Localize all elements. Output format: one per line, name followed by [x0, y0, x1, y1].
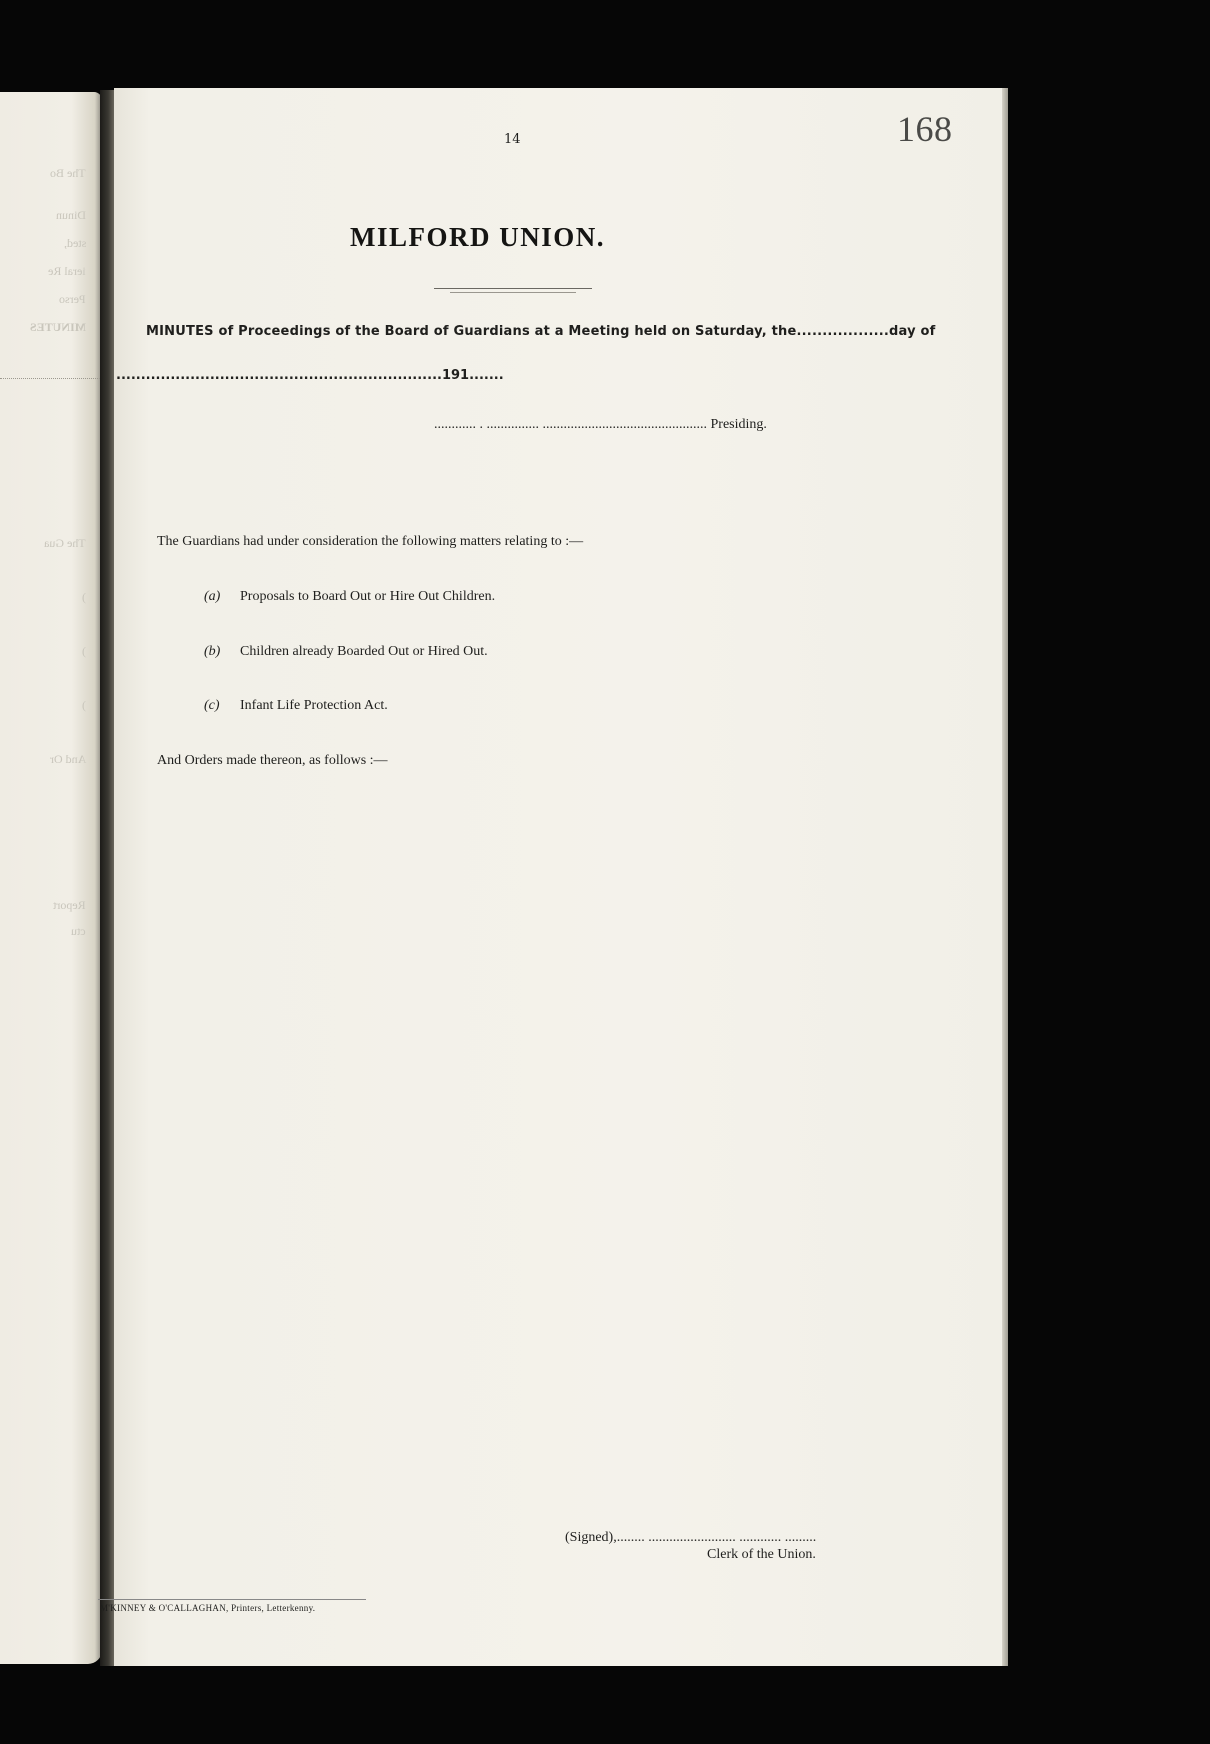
matter-item	[204, 589, 495, 605]
presiding-line: ............ . ............... ............................................... Presiding.	[434, 417, 767, 432]
left-page-fragment: And Or	[49, 752, 86, 766]
left-page-dotted-line	[0, 378, 102, 379]
item-text: Proposals to Board Out or Hire Out Children.	[240, 589, 496, 604]
left-page-fragment: Perso	[59, 292, 86, 306]
page-edge	[1002, 88, 1008, 1666]
left-page-fragment: MINUTES	[29, 320, 86, 334]
left-page-fragment: Report	[53, 898, 86, 912]
minutes-heading: MINUTES of Proceedings of the Board of Guardians at a Meeting held on Saturday, the..................day of	[146, 324, 936, 339]
left-page-fragment: )	[82, 698, 86, 712]
left-page-fragment: The Bo	[50, 166, 86, 180]
left-page-fragment: ctu	[71, 924, 86, 938]
matter-item	[204, 644, 488, 660]
date-blank-line: ..................................................................191.......	[116, 368, 504, 383]
orders-text: And Orders made thereon, as follows :—	[157, 753, 388, 768]
consideration-text: The Guardians had under consideration the following matters relating to :—	[157, 534, 584, 549]
left-page-fragment: )	[82, 644, 86, 658]
item-marker: (a)	[204, 589, 221, 604]
printer-rule	[98, 1599, 366, 1600]
left-page-fragment: ieral Re	[48, 264, 86, 278]
page-title: MILFORD UNION.	[350, 222, 605, 252]
item-text: Children already Boarded Out or Hired Out.	[240, 644, 488, 659]
title-rule	[450, 292, 576, 293]
signature-line: (Signed),........ ......................... ............ .........	[565, 1530, 817, 1545]
item-text: Infant Life Protection Act.	[240, 698, 388, 713]
left-page-fragment: The Gua	[44, 536, 86, 550]
left-page-fragment: )	[82, 590, 86, 604]
item-marker: (c)	[204, 698, 220, 713]
printer-imprint: M'KINNEY & O'CALLAGHAN, Printers, Letterkenny.	[100, 1603, 316, 1613]
item-marker: (b)	[204, 644, 221, 659]
page-number: 14	[504, 132, 521, 147]
left-page-fragment: sted,	[63, 236, 86, 250]
left-page-fragment: Dinun	[56, 208, 86, 222]
folio-number: 168	[897, 109, 953, 149]
matter-item	[204, 698, 388, 714]
clerk-title: Clerk of the Union.	[707, 1547, 816, 1562]
title-rule	[434, 288, 592, 289]
left-facing-page	[0, 92, 102, 1664]
